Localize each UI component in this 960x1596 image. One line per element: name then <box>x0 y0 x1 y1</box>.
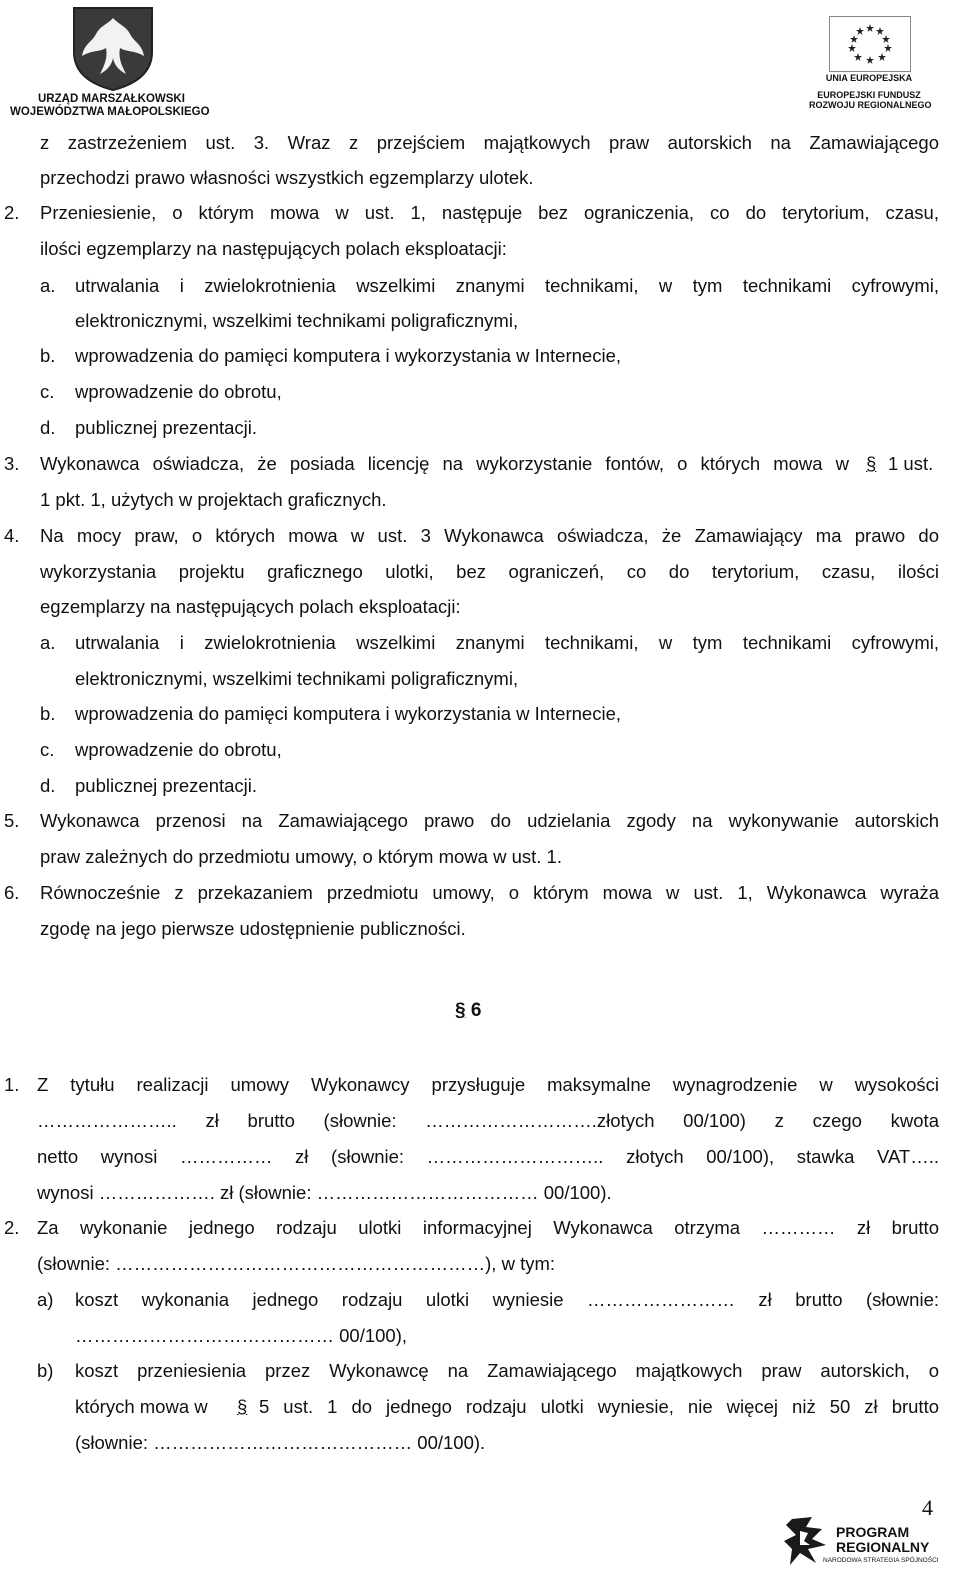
sb-section-sign: § <box>237 1396 248 1417</box>
p3-tail: 1 ust. <box>888 453 934 474</box>
a1-line2: elektronicznymi, wszelkimi technikami poligraficznymi, <box>75 310 519 331</box>
item-letter-a: a. <box>40 632 56 653</box>
p2-line2: ilości egzemplarzy na następujących polach eksploatacji: <box>40 238 507 259</box>
b1-text: wprowadzenia do pamięci komputera i wykorzystania w Internecie, <box>75 345 622 366</box>
page-number: 4 <box>922 1495 933 1520</box>
s2-line1: Za wykonanie jednego rodzaju ulotki informacyjnej Wykonawca otrzyma ………… zł brutto <box>37 1217 939 1238</box>
p0-line1: z zastrzeżeniem ust. 3. Wraz z przejściem majątkowych praw autorskich na Zamawiającego <box>40 132 939 153</box>
s1-line2: ………………….. zł brutto (słownie: ……………………….złotych 00/100) z czego kwota <box>37 1110 939 1131</box>
s1-line3: netto wynosi …………… zł (słownie: ……………………….. złotych 00/100), stawka VAT….. <box>37 1146 939 1167</box>
program-line2: REGIONALNY <box>836 1539 930 1555</box>
eu-fund-line1: EUROPEJSKI FUNDUSZ <box>817 90 921 100</box>
item-number-5: 5. <box>4 810 20 831</box>
item-number-4: 4. <box>4 525 20 546</box>
item-letter-a: a. <box>40 275 56 296</box>
s1-number: 1. <box>4 1074 20 1095</box>
eu-label: UNIA EUROPEJSKA <box>825 73 913 83</box>
p4-line1: Na mocy praw, o których mowa w ust. 3 Wykonawca oświadcza, że Zamawiający ma prawo do <box>40 525 939 546</box>
s1-line1: Z tytułu realizacji umowy Wykonawcy przysługuje maksymalne wynagrodzenie w wysokości <box>37 1074 939 1095</box>
item-letter-c: c. <box>40 739 55 760</box>
left-logo-line1: URZĄD MARSZAŁKOWSKI <box>38 93 185 105</box>
s1-line4: wynosi ………………. zł (słownie: ……………………………… 00/100). <box>37 1182 612 1203</box>
item-number-2: 2. <box>4 202 20 223</box>
p4-line2: wykorzystania projektu graficznego ulotki, bez ograniczeń, co do terytorium, czasu, ilości <box>40 561 939 582</box>
item-letter-b: b. <box>40 703 56 724</box>
s2-number: 2. <box>4 1217 20 1238</box>
p3-line2: 1 pkt. 1, użytych w projektach graficznych. <box>40 489 387 510</box>
malopolska-eagle-icon <box>70 4 156 92</box>
program-line3: NARODOWA STRATEGIA SPÓJNOŚCI <box>823 1557 939 1564</box>
item-letter-d: d. <box>40 417 56 438</box>
sa-letter: a) <box>37 1289 54 1310</box>
p0-line2: przechodzi prawo własności wszystkich egzemplarzy ulotek. <box>40 167 534 188</box>
s2-line2: (słownie: ……………………………………………………), w tym: <box>37 1253 556 1274</box>
sb-line2-rest: 5 ust. 1 do jednego rodzaju ulotki wyniesie, nie więcej niż 50 zł brutto <box>259 1396 939 1417</box>
p4-line3: egzemplarzy na następujących polach eksploatacji: <box>40 596 461 617</box>
a2-line2: elektronicznymi, wszelkimi technikami poligraficznymi, <box>75 668 519 689</box>
item-letter-d: d. <box>40 775 56 796</box>
item-number-6: 6. <box>4 882 20 903</box>
d2-text: publicznej prezentacji. <box>75 775 258 796</box>
sa-line1: koszt wykonania jednego rodzaju ulotki wyniesie …………………… zł brutto (słownie: <box>75 1289 939 1310</box>
p5-line1: Wykonawca przenosi na Zamawiającego prawo do udzielania zgody na wykonywanie autorskich <box>40 810 939 831</box>
eu-fund-line2: ROZWOJU REGIONALNEGO <box>809 100 932 110</box>
section-number: 6 <box>470 1000 482 1021</box>
p3-section-sign: § <box>866 453 877 474</box>
sb-line1: koszt przeniesienia przez Wykonawcę na Zamawiającego majątkowych praw autorskich, o <box>75 1360 939 1381</box>
item-letter-b: b. <box>40 345 56 366</box>
sb-letter: b) <box>37 1360 54 1381</box>
a2-line1: utrwalania i zwielokrotnienia wszelkimi znanymi technikami, w tym technikami cyfrowymi, <box>75 632 939 653</box>
d1-text: publicznej prezentacji. <box>75 417 258 438</box>
p2-line1: Przeniesienie, o którym mowa w ust. 1, następuje bez ograniczenia, co do terytorium, czasu, <box>40 202 939 223</box>
sb-line3: (słownie: …………………………………… 00/100). <box>75 1432 486 1453</box>
section-sign: § <box>455 1000 466 1021</box>
c1-text: wprowadzenie do obrotu, <box>75 381 282 402</box>
c2-text: wprowadzenie do obrotu, <box>75 739 282 760</box>
a1-line1: utrwalania i zwielokrotnienia wszelkimi znanymi technikami, w tym technikami cyfrowymi, <box>75 275 939 296</box>
section-heading <box>455 1000 481 1022</box>
eu-flag-icon <box>829 16 911 72</box>
b2-text: wprowadzenia do pamięci komputera i wykorzystania w Internecie, <box>75 703 622 724</box>
left-logo-line2: WOJEWÓDZTWA MAŁOPOLSKIEGO <box>10 106 210 118</box>
program-line1: PROGRAM <box>836 1524 910 1540</box>
item-letter-c: c. <box>40 381 55 402</box>
p6-line2: zgodę na jego pierwsze udostępnienie publiczności. <box>40 918 466 939</box>
p3-line1: Wykonawca oświadcza, że posiada licencję na wykorzystanie fontów, o których mowa w <box>40 453 849 474</box>
p5-line2: praw zależnych do przedmiotu umowy, o którym mowa w ust. 1. <box>40 846 562 867</box>
item-number-3: 3. <box>4 453 20 474</box>
sa-line2: …………………………………… 00/100), <box>75 1325 408 1346</box>
p6-line1: Równocześnie z przekazaniem przedmiotu umowy, o którym mowa w ust. 1, Wykonawca wyraża <box>40 882 939 903</box>
sb-line2-start: których mowa w <box>75 1396 208 1417</box>
